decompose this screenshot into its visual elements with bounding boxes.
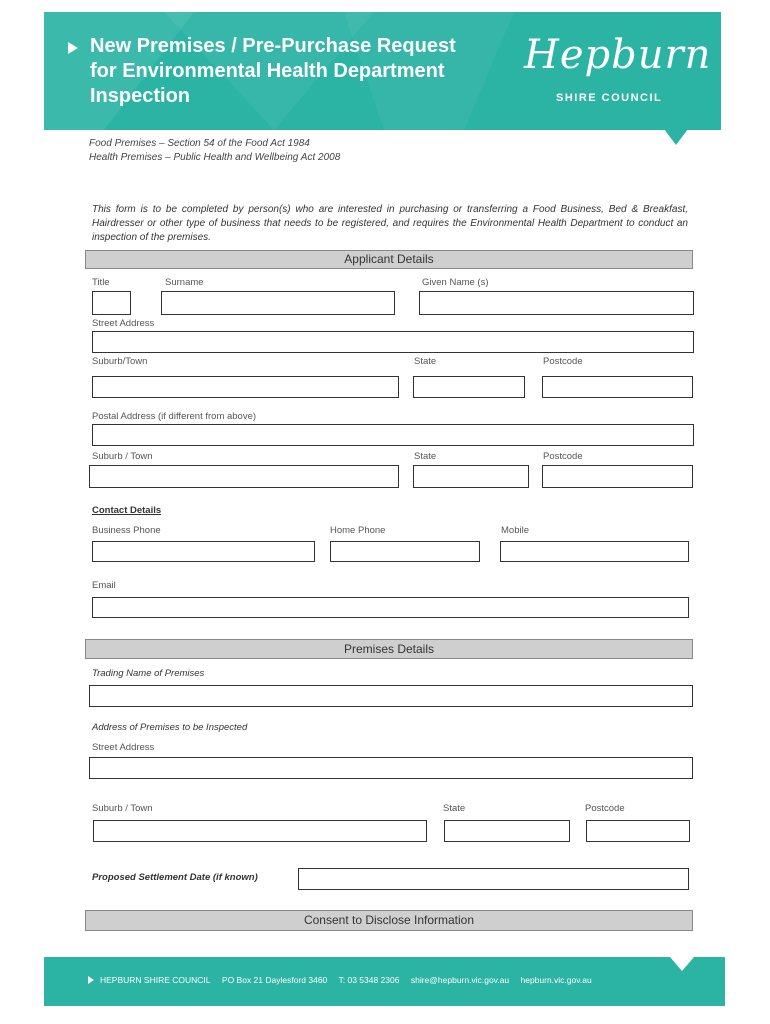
footer-phone: T: 03 5348 2306: [338, 975, 400, 985]
postal-suburb-label: Suburb / Town: [92, 451, 153, 462]
given-names-field[interactable]: [419, 291, 694, 315]
header-banner: [44, 12, 721, 130]
intro-paragraph: This form is to be completed by person(s) who are interested in purchasing or transferring a Food Business, Bed & Breakfast, Hairdresser or other type of business that needs to be registered, and requires the Environmental Health Department to conduct an inspection of the premises.: [92, 204, 688, 243]
play-icon: [68, 42, 78, 54]
trading-name-label: Trading Name of Premises: [92, 668, 205, 679]
premises-postcode-label: Postcode: [585, 803, 625, 814]
business-phone-field[interactable]: [92, 541, 315, 562]
postal-state-label: State: [414, 451, 437, 462]
premises-state-label: State: [443, 803, 466, 814]
home-phone-field[interactable]: [330, 541, 480, 562]
state-field[interactable]: [413, 376, 525, 398]
trading-name-field[interactable]: [89, 685, 693, 707]
footer-play-icon: [88, 976, 94, 984]
email-label: Email: [92, 580, 116, 591]
settlement-date-label: Proposed Settlement Date (if known): [92, 872, 258, 883]
premises-suburb-label: Suburb / Town: [92, 803, 153, 814]
street-address-label: Street Address: [92, 318, 155, 329]
premises-street-field[interactable]: [89, 757, 693, 779]
settlement-date-field[interactable]: [298, 868, 689, 890]
contact-details-heading: Contact Details: [92, 505, 162, 516]
applicant-details-heading: Applicant Details: [85, 250, 693, 269]
premises-state-field[interactable]: [444, 820, 570, 842]
mobile-field[interactable]: [500, 541, 689, 562]
state-label: State: [414, 356, 437, 367]
banner-notch: [664, 129, 688, 145]
footer-website[interactable]: hepburn.vic.gov.au: [520, 975, 592, 985]
premises-street-label: Street Address: [92, 742, 155, 753]
postal-state-field[interactable]: [413, 465, 529, 488]
suburb-field[interactable]: [92, 376, 399, 398]
mobile-label: Mobile: [501, 525, 529, 536]
postal-suburb-field[interactable]: [89, 465, 399, 488]
premises-details-heading: Premises Details: [85, 639, 693, 659]
postal-address-field[interactable]: [92, 424, 694, 446]
footer-notch: [670, 957, 694, 971]
surname-label: Surname: [165, 277, 204, 288]
postal-postcode-field[interactable]: [542, 465, 693, 488]
food-act-reference: Food Premises – Section 54 of the Food Act 1984: [89, 138, 310, 149]
form-title: New Premises / Pre-Purchase Request for Environmental Health Department Inspection: [90, 35, 456, 107]
footer-email[interactable]: shire@hepburn.vic.gov.au: [410, 975, 510, 985]
title-field[interactable]: [92, 291, 131, 315]
consent-heading: Consent to Disclose Information: [85, 910, 693, 931]
legislation-references: [89, 137, 340, 165]
title-label: Title: [92, 277, 110, 288]
business-phone-label: Business Phone: [92, 525, 161, 536]
footer-contact: [100, 975, 601, 985]
premises-suburb-field[interactable]: [93, 820, 427, 842]
footer-po-box: PO Box 21 Daylesford 3460: [221, 975, 328, 985]
footer-org: HEPBURN SHIRE COUNCIL: [100, 975, 211, 985]
premises-postcode-field[interactable]: [586, 820, 690, 842]
hepburn-logo: Hepburn: [524, 32, 712, 78]
logo-subtitle: SHIRE COUNCIL: [556, 92, 663, 104]
health-act-reference: Health Premises – Public Health and Wellbeing Act 2008: [89, 152, 341, 163]
premises-address-heading: Address of Premises to be Inspected: [92, 722, 248, 733]
postal-address-label: Postal Address (if different from above): [92, 411, 257, 422]
postcode-label: Postcode: [543, 356, 583, 367]
postal-postcode-label: Postcode: [543, 451, 583, 462]
footer-banner: [44, 957, 725, 1006]
suburb-label: Suburb/Town: [92, 356, 148, 367]
surname-field[interactable]: [161, 291, 395, 315]
home-phone-label: Home Phone: [330, 525, 386, 536]
postcode-field[interactable]: [542, 376, 693, 398]
given-names-label: Given Name (s): [422, 277, 489, 288]
email-field[interactable]: [92, 597, 689, 618]
street-address-field[interactable]: [92, 331, 694, 353]
